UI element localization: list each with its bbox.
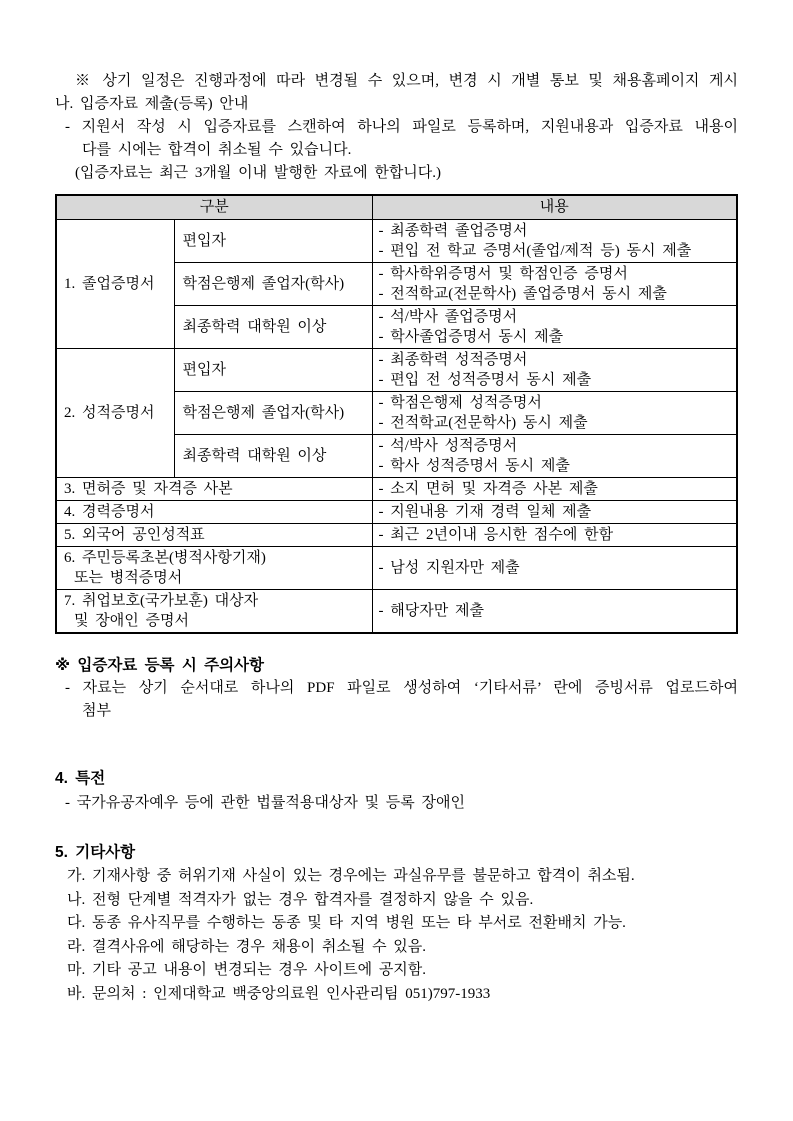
benefits-title: 4. 특전 xyxy=(55,770,106,787)
content-line: - 전적학교(전문학사) 졸업증명서 동시 제출 xyxy=(378,286,667,302)
table-row-veteran-disabled xyxy=(56,590,737,634)
benefits-section xyxy=(55,767,738,815)
other-info-contact: 바. 문의처 : 인제대학교 백중앙의료원 인사관리팀 051)797-1933 xyxy=(67,985,491,1002)
other-info-item: 마. 기타 공고 내용이 변경되는 경우 사이트에 공지함. xyxy=(67,962,427,978)
content-cell xyxy=(372,392,737,435)
content-cell xyxy=(372,263,737,306)
content-line: - 학사졸업증명서 동시 제출 xyxy=(378,329,564,345)
row-label xyxy=(56,524,372,547)
other-info-section xyxy=(55,841,738,1006)
content-cell xyxy=(372,590,737,634)
other-info-title: 5. 기타사항 xyxy=(55,844,136,861)
content-cell xyxy=(372,220,737,263)
row-label xyxy=(56,547,372,590)
subcategory-grad-school: 최종학력 대학원 이상 xyxy=(174,435,372,478)
submission-guide-line2: 다를 시에는 합격이 취소될 수 있습니다. xyxy=(82,142,352,158)
other-info-item: 나. 전형 단계별 적격자가 없는 경우 합격자를 결정하지 않을 수 있음. xyxy=(67,891,534,908)
intro-paragraphs xyxy=(55,70,738,185)
category-transcript: 2. 성적증명서 xyxy=(56,349,174,478)
content-line: - 최종학력 성적증명서 xyxy=(378,352,528,368)
row-label xyxy=(56,590,372,634)
content-line: - 석/박사 졸업증명서 xyxy=(378,309,518,325)
content-line: - 학사 성적증명서 동시 제출 xyxy=(378,458,570,474)
upload-caution-section xyxy=(55,654,738,723)
content-cell xyxy=(372,501,737,524)
content-cell xyxy=(372,435,737,478)
content-cell xyxy=(372,349,737,392)
subcategory-credit-bank: 학점은행제 졸업자(학사) xyxy=(174,392,372,435)
column-header-category: 구분 xyxy=(56,195,372,220)
submission-guide-heading: 나. 입증자료 제출(등록) 안내 xyxy=(55,96,249,112)
content-line: - 최종학력 졸업증명서 xyxy=(378,223,528,239)
upload-caution-line2: 첨부 xyxy=(82,703,111,719)
content-line: - 편입 전 학교 증명서(졸업/제적 등) 동시 제출 xyxy=(378,243,692,259)
required-documents-table xyxy=(55,194,738,634)
content-line: - 최근 2년이내 응시한 점수에 한함 xyxy=(378,527,614,543)
content-cell xyxy=(372,524,737,547)
schedule-change-notice: ※ 상기 일정은 진행과정에 따라 변경될 수 있으며, 변경 시 개별 통보 및 채용홈페이지 게시 xyxy=(75,73,738,89)
other-info-item: 라. 결격사유에 해당하는 경우 채용이 취소될 수 있음. xyxy=(67,938,427,955)
benefits-line: - 국가유공자예우 등에 관한 법률적용대상자 및 등록 장애인 xyxy=(65,795,466,811)
content-line: - 학사학위증명서 및 학점인증 증명서 xyxy=(378,266,628,282)
content-cell xyxy=(372,478,737,501)
content-line: - 편입 전 성적증명서 동시 제출 xyxy=(378,372,592,388)
content-cell xyxy=(372,547,737,590)
label-line: 및 장애인 증명서 xyxy=(74,613,189,629)
submission-guide-line1: - 지원서 작성 시 입증자료를 스캔하여 하나의 파일로 등록하며, 지원내용과 입증자료 내용이 xyxy=(65,119,738,135)
content-line: - 전적학교(전문학사) 동시 제출 xyxy=(378,415,588,431)
table-row-military xyxy=(56,547,737,590)
column-header-content: 내용 xyxy=(372,195,737,220)
table-row xyxy=(56,349,737,392)
submission-guide-note: (입증자료는 최근 3개월 이내 발행한 자료에 한합니다.) xyxy=(75,165,442,181)
content-line: - 소지 면허 및 자격증 사본 제출 xyxy=(378,481,598,497)
label-line: 3. 면허증 및 자격증 사본 xyxy=(64,481,233,497)
label-line: 7. 취업보호(국가보훈) 대상자 xyxy=(64,593,259,609)
table-row-license xyxy=(56,478,737,501)
row-label xyxy=(56,501,372,524)
label-line: 또는 병적증명서 xyxy=(74,570,183,586)
subcategory-grad-school: 최종학력 대학원 이상 xyxy=(174,306,372,349)
subcategory-transfer: 편입자 xyxy=(174,349,372,392)
row-label xyxy=(56,478,372,501)
subcategory-transfer: 편입자 xyxy=(174,220,372,263)
upload-caution-title: ※ 입증자료 등록 시 주의사항 xyxy=(55,657,264,674)
other-info-item: 다. 동종 유사직무를 수행하는 동종 및 타 지역 병원 또는 타 부서로 전환배치 가능. xyxy=(67,915,626,931)
upload-caution-line1: - 자료는 상기 순서대로 하나의 PDF 파일로 생성하여 ‘기타서류’ 란에 증빙서류 업로드하여 xyxy=(65,680,738,696)
content-cell xyxy=(372,306,737,349)
table-row xyxy=(56,220,737,263)
table-header-row xyxy=(56,195,737,220)
content-line: - 지원내용 기재 경력 일체 제출 xyxy=(378,504,592,520)
label-line: 5. 외국어 공인성적표 xyxy=(64,527,205,543)
label-line: 6. 주민등록초본(병적사항기재) xyxy=(64,550,266,566)
category-graduation-cert: 1. 졸업증명서 xyxy=(56,220,174,349)
table-row-language xyxy=(56,524,737,547)
content-line: - 해당자만 제출 xyxy=(378,603,484,619)
subcategory-credit-bank: 학점은행제 졸업자(학사) xyxy=(174,263,372,306)
content-line: - 석/박사 성적증명서 xyxy=(378,438,518,454)
content-line: - 남성 지원자만 제출 xyxy=(378,560,520,576)
table-row-career xyxy=(56,501,737,524)
other-info-item: 가. 기재사항 중 허위기재 사실이 있는 경우에는 과실유무를 불문하고 합격이 취소됨. xyxy=(67,868,635,884)
label-line: 4. 경력증명서 xyxy=(64,504,155,520)
content-line: - 학점은행제 성적증명서 xyxy=(378,395,542,411)
